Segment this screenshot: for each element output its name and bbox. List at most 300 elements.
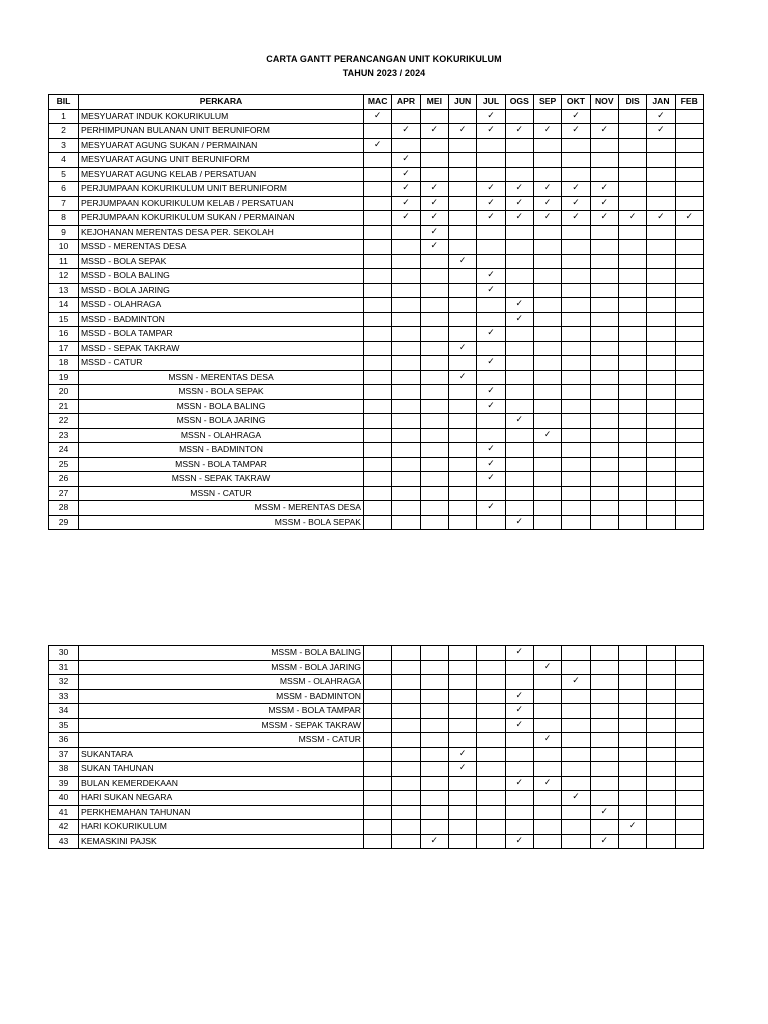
check-mark-icon: ✓ xyxy=(392,124,420,139)
month-cell xyxy=(675,269,703,284)
month-cell xyxy=(647,385,675,400)
header-month-jan: JAN xyxy=(647,95,675,110)
month-cell xyxy=(590,443,618,458)
month-cell xyxy=(533,675,561,690)
month-cell xyxy=(590,254,618,269)
month-cell xyxy=(647,704,675,719)
month-cell xyxy=(392,138,420,153)
check-mark-icon: ✓ xyxy=(533,428,561,443)
month-cell xyxy=(448,820,476,835)
month-cell xyxy=(647,341,675,356)
table-row xyxy=(49,312,704,327)
activity-name: MSSM - SEPAK TAKRAW xyxy=(79,718,364,733)
activity-name: MSSD - MERENTAS DESA xyxy=(79,240,364,255)
check-mark-icon: ✓ xyxy=(505,414,533,429)
table-row xyxy=(49,675,704,690)
check-mark-icon: ✓ xyxy=(533,776,561,791)
table-row xyxy=(49,298,704,313)
month-cell xyxy=(562,341,590,356)
month-cell xyxy=(364,443,392,458)
table-row xyxy=(49,472,704,487)
month-cell xyxy=(364,196,392,211)
row-number: 5 xyxy=(49,167,79,182)
month-cell xyxy=(675,254,703,269)
month-cell xyxy=(533,269,561,284)
row-number: 26 xyxy=(49,472,79,487)
month-cell xyxy=(590,747,618,762)
month-cell xyxy=(533,791,561,806)
month-cell xyxy=(420,689,448,704)
month-cell xyxy=(505,356,533,371)
month-cell xyxy=(590,414,618,429)
month-cell xyxy=(392,472,420,487)
month-cell xyxy=(675,515,703,530)
month-cell xyxy=(675,675,703,690)
month-cell xyxy=(448,182,476,197)
month-cell xyxy=(562,704,590,719)
table-row xyxy=(49,399,704,414)
check-mark-icon: ✓ xyxy=(448,341,476,356)
month-cell xyxy=(392,298,420,313)
check-mark-icon: ✓ xyxy=(477,356,505,371)
month-cell xyxy=(562,762,590,777)
month-cell xyxy=(562,327,590,342)
month-cell xyxy=(562,385,590,400)
month-cell xyxy=(364,298,392,313)
month-cell xyxy=(647,675,675,690)
month-cell xyxy=(533,501,561,516)
table-row xyxy=(49,196,704,211)
check-mark-icon: ✓ xyxy=(477,109,505,124)
month-cell xyxy=(420,718,448,733)
month-cell xyxy=(533,486,561,501)
month-cell xyxy=(392,747,420,762)
check-mark-icon: ✓ xyxy=(477,457,505,472)
month-cell xyxy=(420,472,448,487)
month-cell xyxy=(533,385,561,400)
month-cell xyxy=(675,501,703,516)
header-month-mei: MEI xyxy=(420,95,448,110)
month-cell xyxy=(590,109,618,124)
check-mark-icon: ✓ xyxy=(618,211,646,226)
month-cell xyxy=(448,138,476,153)
month-cell xyxy=(618,515,646,530)
month-cell xyxy=(533,327,561,342)
month-cell xyxy=(590,689,618,704)
month-cell xyxy=(448,733,476,748)
month-cell xyxy=(618,254,646,269)
month-cell xyxy=(364,733,392,748)
month-cell xyxy=(448,486,476,501)
month-cell xyxy=(533,820,561,835)
month-cell xyxy=(675,182,703,197)
month-cell xyxy=(392,733,420,748)
month-cell xyxy=(477,486,505,501)
month-cell xyxy=(675,733,703,748)
month-cell xyxy=(392,341,420,356)
check-mark-icon: ✓ xyxy=(364,109,392,124)
month-cell xyxy=(448,660,476,675)
month-cell xyxy=(675,196,703,211)
activity-name: MSSM - BOLA JARING xyxy=(79,660,364,675)
month-cell xyxy=(590,356,618,371)
month-cell xyxy=(618,225,646,240)
month-cell xyxy=(590,370,618,385)
month-cell xyxy=(448,312,476,327)
table-row xyxy=(49,283,704,298)
month-cell xyxy=(533,414,561,429)
row-number: 39 xyxy=(49,776,79,791)
month-cell xyxy=(562,689,590,704)
check-mark-icon: ✓ xyxy=(420,196,448,211)
month-cell xyxy=(448,385,476,400)
month-cell xyxy=(675,109,703,124)
month-cell xyxy=(590,327,618,342)
month-cell xyxy=(392,269,420,284)
row-number: 37 xyxy=(49,747,79,762)
activity-name: SUKANTARA xyxy=(79,747,364,762)
row-number: 9 xyxy=(49,225,79,240)
month-cell xyxy=(562,399,590,414)
month-cell xyxy=(590,675,618,690)
month-cell xyxy=(505,109,533,124)
month-cell xyxy=(505,225,533,240)
month-cell xyxy=(392,501,420,516)
check-mark-icon: ✓ xyxy=(590,805,618,820)
month-cell xyxy=(448,457,476,472)
table-row xyxy=(49,109,704,124)
month-cell xyxy=(448,225,476,240)
month-cell xyxy=(392,240,420,255)
table-row xyxy=(49,486,704,501)
check-mark-icon: ✓ xyxy=(477,283,505,298)
month-cell xyxy=(420,428,448,443)
activity-name: HARI KOKURIKULUM xyxy=(79,820,364,835)
table-row xyxy=(49,370,704,385)
month-cell xyxy=(505,240,533,255)
month-cell xyxy=(562,733,590,748)
month-cell xyxy=(420,254,448,269)
month-cell xyxy=(364,182,392,197)
month-cell xyxy=(675,791,703,806)
check-mark-icon: ✓ xyxy=(392,196,420,211)
month-cell xyxy=(448,776,476,791)
month-cell xyxy=(562,834,590,849)
row-number: 16 xyxy=(49,327,79,342)
month-cell xyxy=(505,269,533,284)
month-cell xyxy=(675,153,703,168)
check-mark-icon: ✓ xyxy=(505,515,533,530)
month-cell xyxy=(364,414,392,429)
month-cell xyxy=(533,472,561,487)
month-cell xyxy=(448,327,476,342)
month-cell xyxy=(675,776,703,791)
month-cell xyxy=(505,327,533,342)
month-cell xyxy=(420,356,448,371)
month-cell xyxy=(392,428,420,443)
month-cell xyxy=(505,762,533,777)
activity-name: MSSN - BADMINTON xyxy=(79,443,364,458)
month-cell xyxy=(562,356,590,371)
month-cell xyxy=(448,718,476,733)
activity-name: SUKAN TAHUNAN xyxy=(79,762,364,777)
month-cell xyxy=(590,501,618,516)
month-cell xyxy=(448,356,476,371)
row-number: 10 xyxy=(49,240,79,255)
check-mark-icon: ✓ xyxy=(675,211,703,226)
month-cell xyxy=(420,341,448,356)
month-cell xyxy=(533,153,561,168)
check-mark-icon: ✓ xyxy=(590,182,618,197)
row-number: 1 xyxy=(49,109,79,124)
month-cell xyxy=(562,312,590,327)
check-mark-icon: ✓ xyxy=(505,776,533,791)
month-cell xyxy=(505,660,533,675)
row-number: 23 xyxy=(49,428,79,443)
check-mark-icon: ✓ xyxy=(590,834,618,849)
month-cell xyxy=(647,269,675,284)
month-cell xyxy=(392,312,420,327)
month-cell xyxy=(618,472,646,487)
table-row xyxy=(49,211,704,226)
month-cell xyxy=(364,269,392,284)
table-row xyxy=(49,167,704,182)
month-cell xyxy=(477,370,505,385)
check-mark-icon: ✓ xyxy=(420,211,448,226)
check-mark-icon: ✓ xyxy=(562,182,590,197)
month-cell xyxy=(590,399,618,414)
month-cell xyxy=(533,225,561,240)
table-row xyxy=(49,501,704,516)
month-cell xyxy=(364,834,392,849)
month-cell xyxy=(448,399,476,414)
check-mark-icon: ✓ xyxy=(505,718,533,733)
check-mark-icon: ✓ xyxy=(505,312,533,327)
month-cell xyxy=(590,718,618,733)
month-cell xyxy=(392,515,420,530)
month-cell xyxy=(364,472,392,487)
month-cell xyxy=(505,254,533,269)
header-month-jun: JUN xyxy=(448,95,476,110)
month-cell xyxy=(477,414,505,429)
row-number: 40 xyxy=(49,791,79,806)
month-cell xyxy=(477,138,505,153)
month-cell xyxy=(618,240,646,255)
table-row xyxy=(49,153,704,168)
activity-name: MESYUARAT AGUNG UNIT BERUNIFORM xyxy=(79,153,364,168)
month-cell xyxy=(618,689,646,704)
check-mark-icon: ✓ xyxy=(562,196,590,211)
month-cell xyxy=(562,515,590,530)
month-cell xyxy=(618,356,646,371)
check-mark-icon: ✓ xyxy=(477,399,505,414)
month-cell xyxy=(618,791,646,806)
month-cell xyxy=(675,414,703,429)
activity-name: MSSN - CATUR xyxy=(79,486,364,501)
month-cell xyxy=(392,457,420,472)
check-mark-icon: ✓ xyxy=(562,124,590,139)
month-cell xyxy=(364,370,392,385)
month-cell xyxy=(562,820,590,835)
check-mark-icon: ✓ xyxy=(477,124,505,139)
month-cell xyxy=(505,341,533,356)
activity-name: MSSD - BOLA JARING xyxy=(79,283,364,298)
month-cell xyxy=(590,167,618,182)
month-cell xyxy=(618,138,646,153)
month-cell xyxy=(647,428,675,443)
month-cell xyxy=(505,791,533,806)
month-cell xyxy=(675,443,703,458)
month-cell xyxy=(392,675,420,690)
month-cell xyxy=(562,370,590,385)
month-cell xyxy=(448,689,476,704)
month-cell xyxy=(675,805,703,820)
month-cell xyxy=(618,486,646,501)
row-number: 3 xyxy=(49,138,79,153)
month-cell xyxy=(533,167,561,182)
month-cell xyxy=(618,457,646,472)
month-cell xyxy=(562,646,590,661)
row-number: 31 xyxy=(49,660,79,675)
month-cell xyxy=(505,153,533,168)
month-cell xyxy=(420,298,448,313)
month-cell xyxy=(448,805,476,820)
month-cell xyxy=(448,269,476,284)
month-cell xyxy=(675,689,703,704)
row-number: 6 xyxy=(49,182,79,197)
month-cell xyxy=(420,327,448,342)
month-cell xyxy=(392,718,420,733)
month-cell xyxy=(533,138,561,153)
month-cell xyxy=(647,182,675,197)
activity-name: MSSN - BOLA TAMPAR xyxy=(79,457,364,472)
activity-name: MSSD - BOLA TAMPAR xyxy=(79,327,364,342)
month-cell xyxy=(618,370,646,385)
month-cell xyxy=(420,675,448,690)
check-mark-icon: ✓ xyxy=(533,211,561,226)
month-cell xyxy=(647,443,675,458)
month-cell xyxy=(364,225,392,240)
month-cell xyxy=(505,501,533,516)
month-cell xyxy=(505,370,533,385)
month-cell xyxy=(448,109,476,124)
month-cell xyxy=(647,660,675,675)
month-cell xyxy=(562,805,590,820)
row-number: 11 xyxy=(49,254,79,269)
table-row xyxy=(49,689,704,704)
row-number: 22 xyxy=(49,414,79,429)
row-number: 43 xyxy=(49,834,79,849)
month-cell xyxy=(420,733,448,748)
month-cell xyxy=(675,428,703,443)
month-cell xyxy=(647,370,675,385)
month-cell xyxy=(477,225,505,240)
month-cell xyxy=(448,791,476,806)
month-cell xyxy=(533,399,561,414)
month-cell xyxy=(675,124,703,139)
activity-name: KEJOHANAN MERENTAS DESA PER. SEKOLAH xyxy=(79,225,364,240)
month-cell xyxy=(675,138,703,153)
month-cell xyxy=(392,385,420,400)
month-cell xyxy=(618,341,646,356)
table-row xyxy=(49,138,704,153)
table-row xyxy=(49,820,704,835)
row-number: 14 xyxy=(49,298,79,313)
activity-name: MSSM - BOLA SEPAK xyxy=(79,515,364,530)
month-cell xyxy=(364,356,392,371)
month-cell xyxy=(562,747,590,762)
month-cell xyxy=(477,167,505,182)
month-cell xyxy=(420,443,448,458)
month-cell xyxy=(477,820,505,835)
month-cell xyxy=(392,283,420,298)
month-cell xyxy=(590,153,618,168)
table-row xyxy=(49,660,704,675)
month-cell xyxy=(364,791,392,806)
header-month-mac: MAC xyxy=(364,95,392,110)
month-cell xyxy=(477,312,505,327)
month-cell xyxy=(477,660,505,675)
check-mark-icon: ✓ xyxy=(392,182,420,197)
month-cell xyxy=(505,138,533,153)
month-cell xyxy=(618,327,646,342)
month-cell xyxy=(364,689,392,704)
row-number: 32 xyxy=(49,675,79,690)
month-cell xyxy=(420,660,448,675)
activity-name: BULAN KEMERDEKAAN xyxy=(79,776,364,791)
month-cell xyxy=(448,834,476,849)
row-number: 18 xyxy=(49,356,79,371)
check-mark-icon: ✓ xyxy=(505,211,533,226)
table-row xyxy=(49,762,704,777)
header-bil: BIL xyxy=(49,95,79,110)
month-cell xyxy=(364,124,392,139)
month-cell xyxy=(675,747,703,762)
month-cell xyxy=(420,704,448,719)
month-cell xyxy=(533,356,561,371)
activity-name: MESYUARAT AGUNG KELAB / PERSATUAN xyxy=(79,167,364,182)
month-cell xyxy=(618,747,646,762)
month-cell xyxy=(392,225,420,240)
row-number: 24 xyxy=(49,443,79,458)
month-cell xyxy=(477,646,505,661)
month-cell xyxy=(477,776,505,791)
month-cell xyxy=(562,269,590,284)
month-cell xyxy=(647,457,675,472)
month-cell xyxy=(533,254,561,269)
check-mark-icon: ✓ xyxy=(618,820,646,835)
month-cell xyxy=(647,733,675,748)
month-cell xyxy=(533,747,561,762)
month-cell xyxy=(420,776,448,791)
month-cell xyxy=(420,138,448,153)
month-cell xyxy=(618,124,646,139)
check-mark-icon: ✓ xyxy=(448,762,476,777)
month-cell xyxy=(477,791,505,806)
month-cell xyxy=(647,762,675,777)
month-cell xyxy=(533,240,561,255)
row-number: 28 xyxy=(49,501,79,516)
row-number: 29 xyxy=(49,515,79,530)
table-row xyxy=(49,515,704,530)
activity-name: MSSD - BADMINTON xyxy=(79,312,364,327)
month-cell xyxy=(392,805,420,820)
month-cell xyxy=(364,486,392,501)
month-cell xyxy=(618,283,646,298)
month-cell xyxy=(420,515,448,530)
month-cell xyxy=(420,399,448,414)
table-row xyxy=(49,428,704,443)
